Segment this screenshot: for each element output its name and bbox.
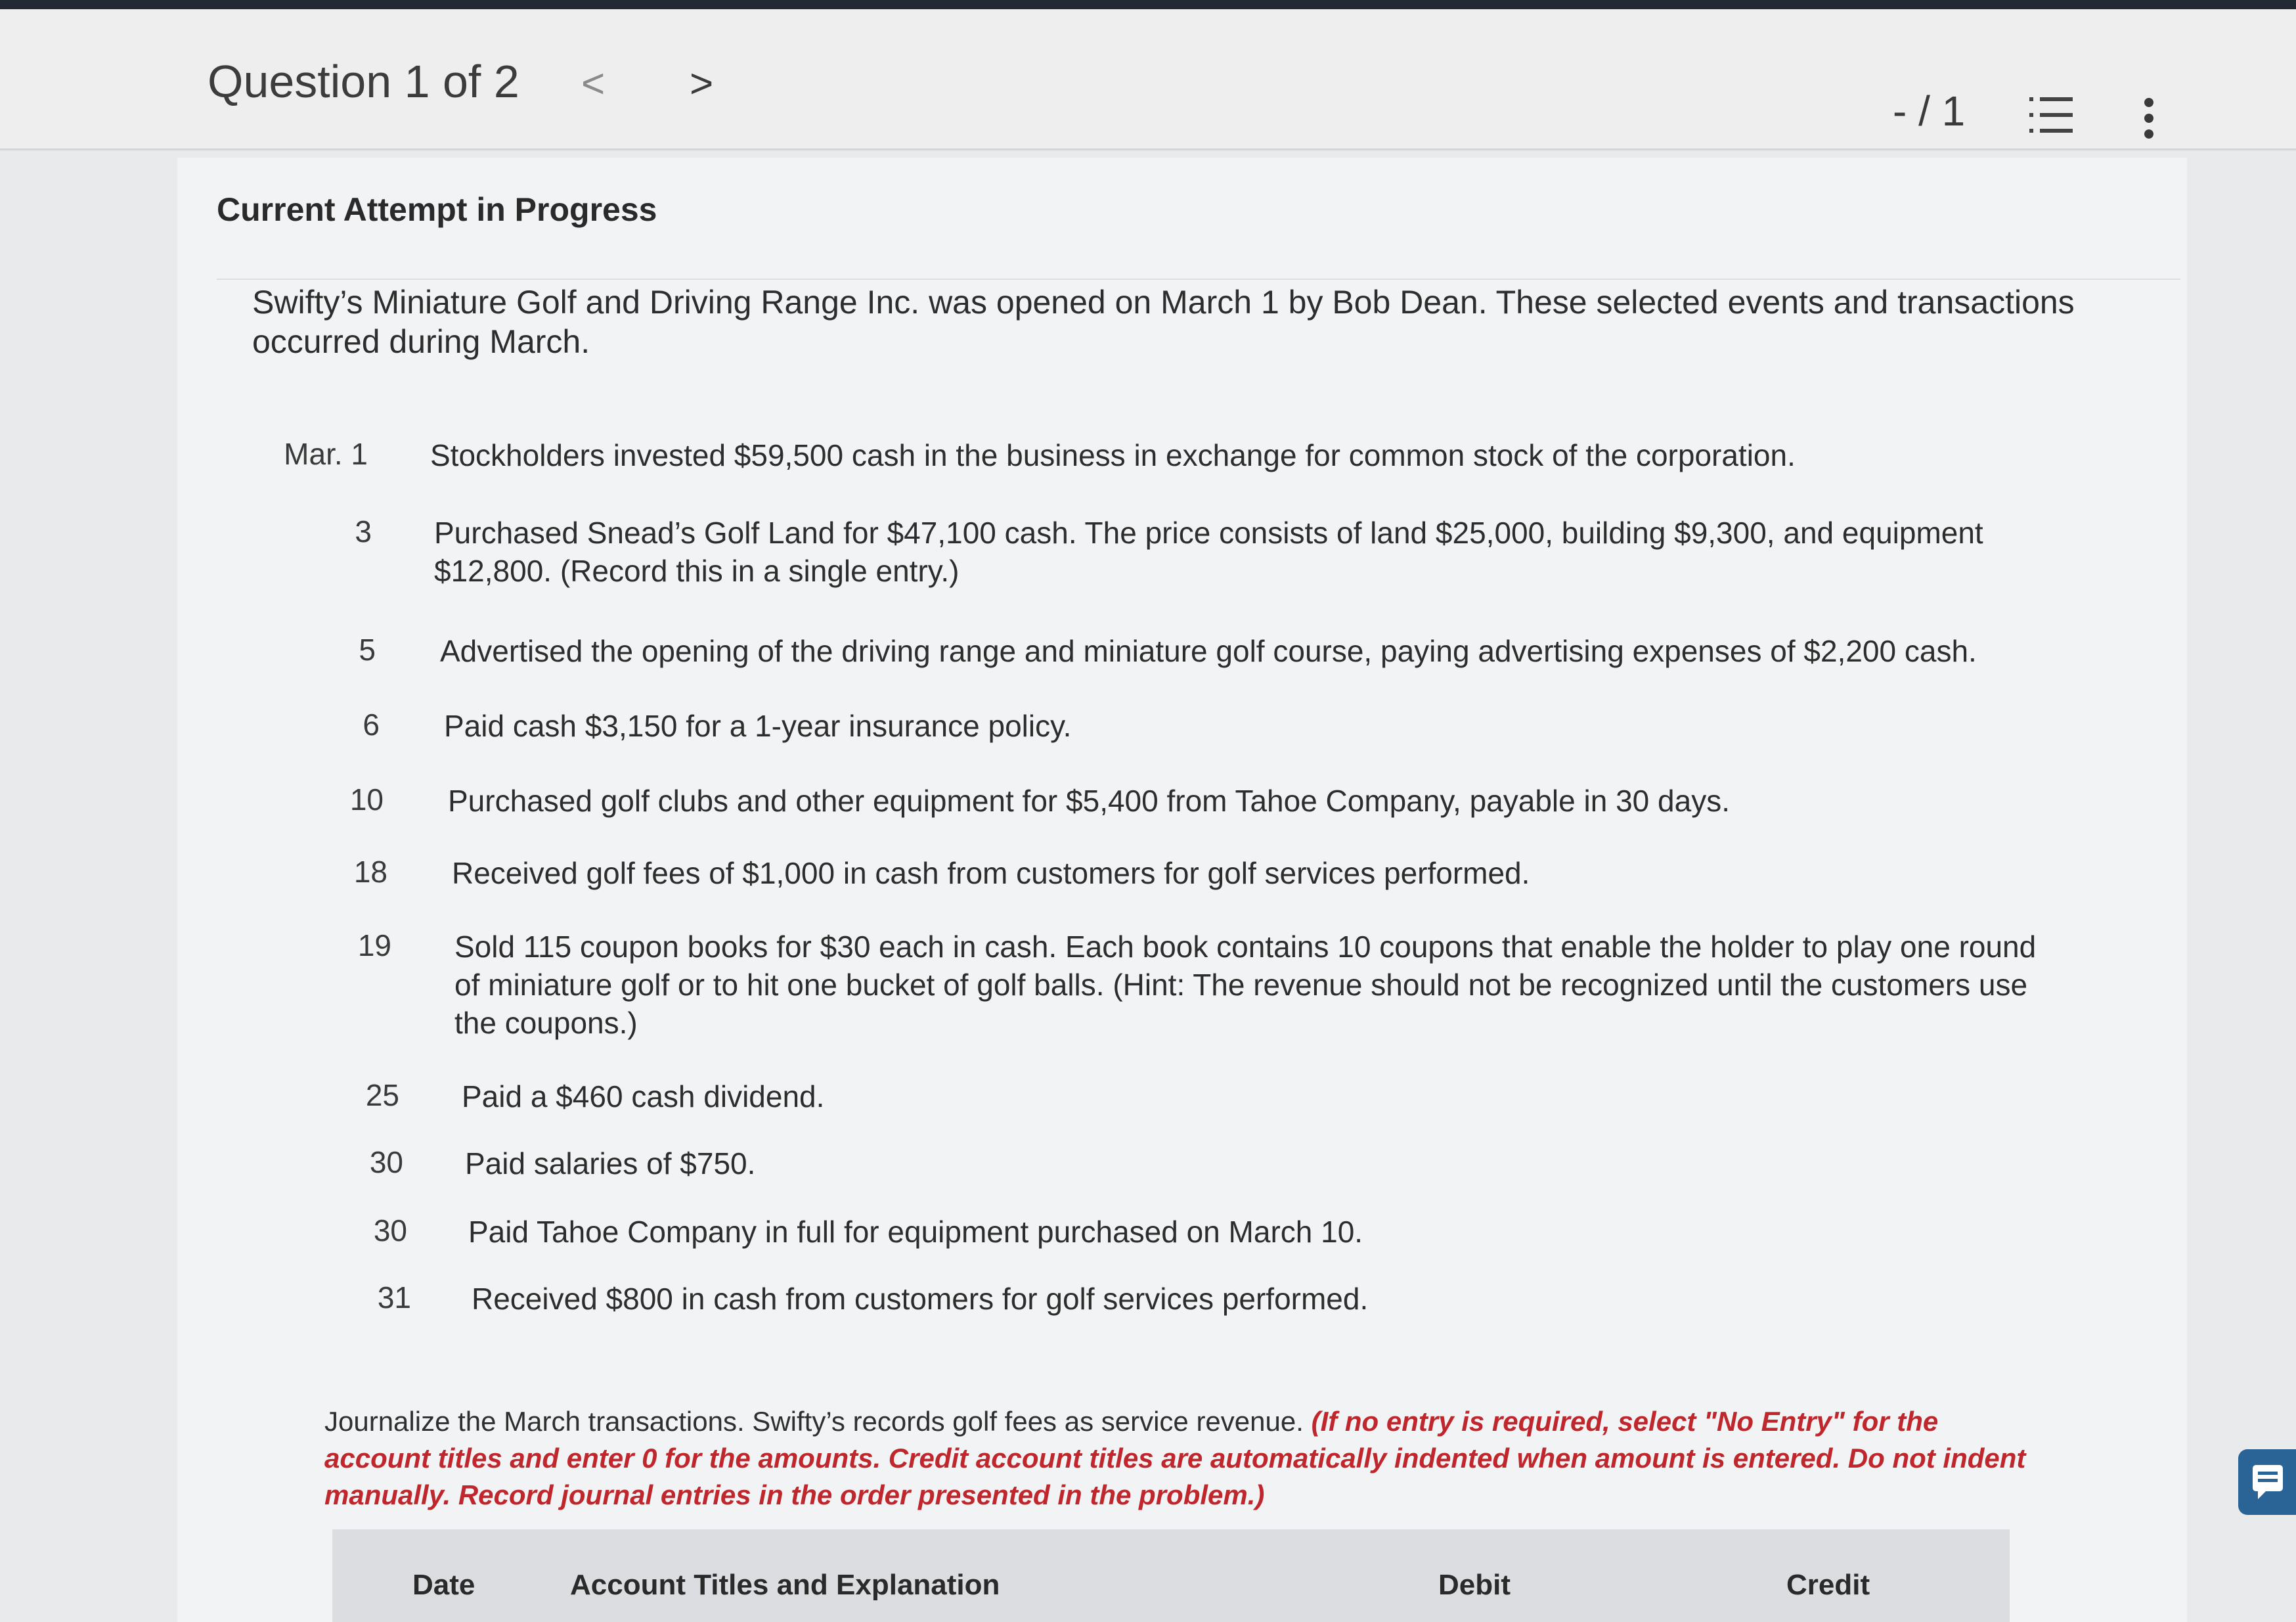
event-text: Received $800 in cash from customers for golf services performed. (472, 1282, 1369, 1316)
event-text: Advertised the opening of the driving range and miniature golf course, paying advertising expenses of $2,200 cash. (440, 634, 1977, 668)
event-date: Mar. 1 (284, 437, 368, 471)
chat-button[interactable] (2238, 1449, 2296, 1515)
problem-intro: Swifty’s Miniature Golf and Driving Range Inc. was opened on March 1 by Bob Dean. These selected events and transactions occurred during March. (252, 284, 2075, 360)
event-text: Received golf fees of $1,000 in cash from customers for golf services performed. (452, 856, 1530, 890)
event-date: 30 (373, 1213, 407, 1248)
question-header (0, 9, 2296, 150)
event-date: 5 (359, 633, 376, 667)
event-date: 31 (377, 1280, 411, 1315)
event-text: Paid Tahoe Company in full for equipment purchased on March 10. (468, 1215, 1363, 1249)
event-text: Purchased golf clubs and other equipment for $5,400 from Tahoe Company, payable in 30 days. (448, 784, 1730, 818)
column-header-debit: Debit (1438, 1569, 1511, 1601)
event-date: 19 (357, 928, 391, 962)
numbered-list-icon[interactable] (2029, 92, 2075, 138)
instructions-text: Journalize the March transactions. Swifty’s records golf fees as service revenue. (324, 1406, 1312, 1437)
next-question-button[interactable]: > (690, 61, 714, 106)
event-date: 18 (353, 855, 387, 889)
event-text: Paid salaries of $750. (465, 1146, 756, 1181)
event-text: Stockholders invested $59,500 cash in the business in exchange for common stock of the corporation. (430, 438, 1796, 472)
journal-table-header (332, 1529, 2010, 1622)
event-date: 3 (355, 514, 372, 549)
event-text: Paid a $460 cash dividend. (462, 1079, 825, 1114)
divider (217, 279, 2180, 280)
event-text: Purchased Snead’s Golf Land for $47,100 cash. The price consists of land $25,000, building $9,300, and equipment $12,800. (Record this in a single entry.) (434, 516, 1983, 588)
event-date: 25 (365, 1078, 399, 1112)
score-display: - / 1 (1893, 87, 1966, 135)
event-date: 10 (349, 782, 384, 817)
column-header-date: Date (412, 1569, 475, 1601)
prev-question-button[interactable]: < (581, 61, 606, 106)
event-date: 30 (369, 1145, 403, 1179)
question-label: Question 1 of 2 (208, 56, 519, 107)
event-text: Sold 115 coupon books for $30 each in cash. Each book contains 10 coupons that enable the holder to play one round of miniature golf or to hit one bucket of golf balls. (Hint: The revenue should not be recognized until the customers use the coupons.) (454, 930, 2037, 1040)
instructions-emphasis: (If no entry is required, select "No Entry" for the account titles and enter 0 for the amounts. Credit account titles are automatically indented when amount is entered. Do not indent manually. Record journal entries in the order presented in the problem.) (324, 1406, 2026, 1510)
attempt-status: Current Attempt in Progress (217, 191, 657, 228)
instructions (324, 1403, 2045, 1514)
column-header-credit: Credit (1786, 1569, 1870, 1601)
column-header-account-titles: Account Titles and Explanation (570, 1569, 1000, 1601)
chat-icon (2238, 1449, 2296, 1515)
window-top-edge (0, 0, 2296, 9)
event-date: 6 (363, 708, 380, 742)
vertical-dots-icon[interactable] (2141, 96, 2157, 142)
event-text: Paid cash $3,150 for a 1-year insurance policy. (444, 709, 1072, 743)
